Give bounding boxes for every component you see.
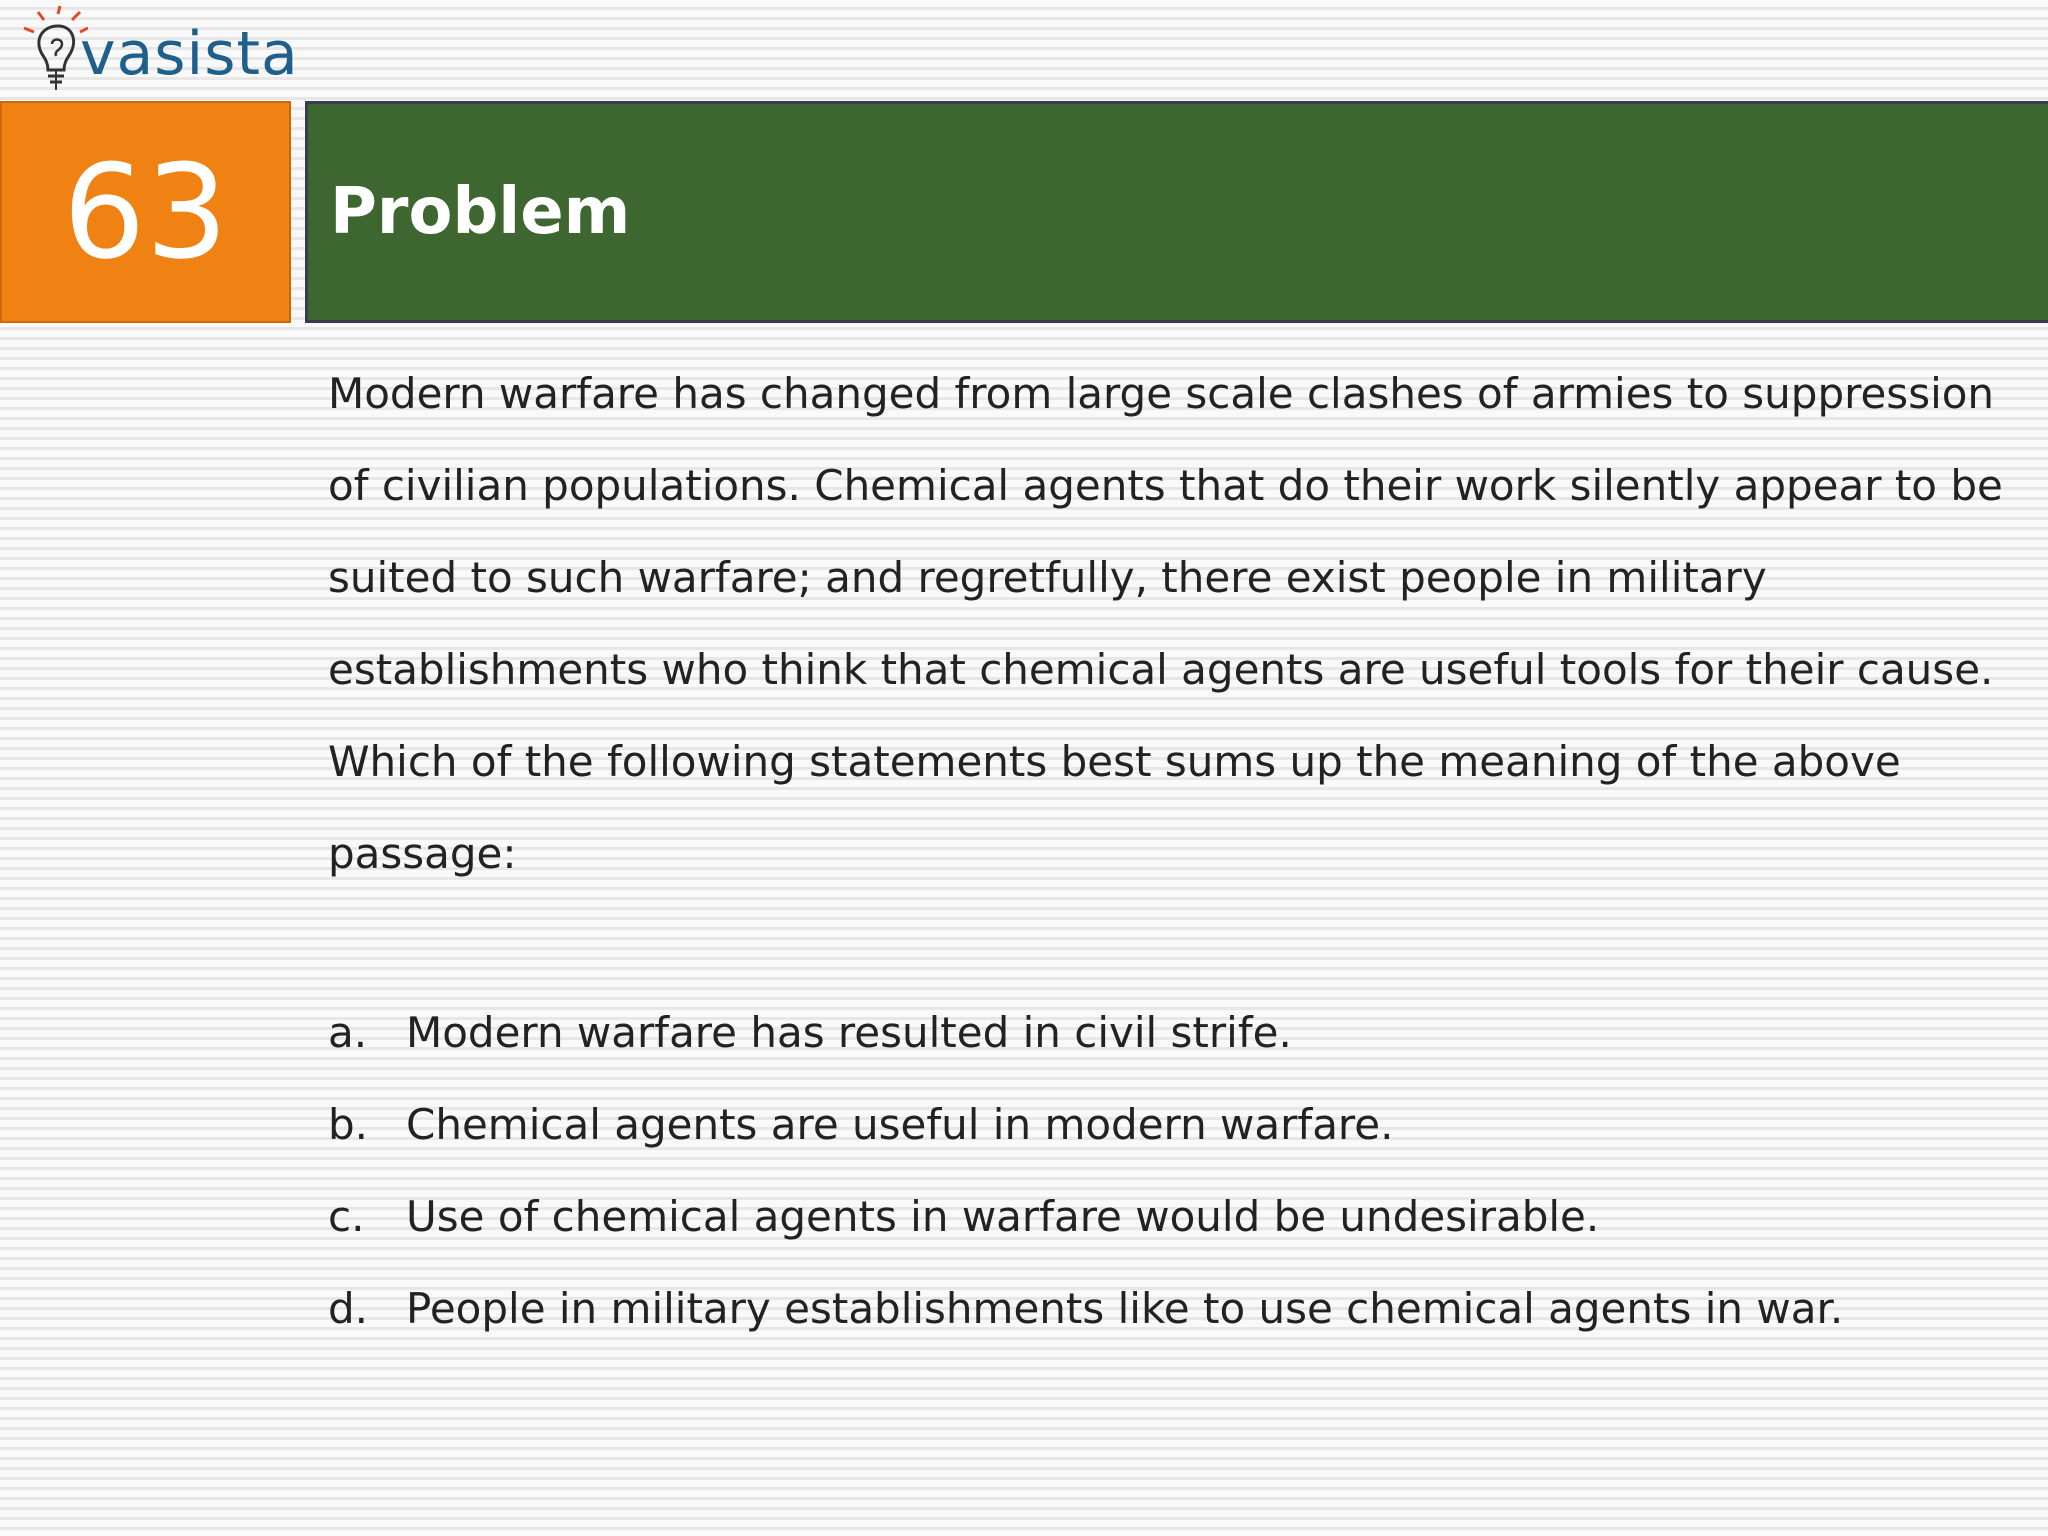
option-text: Chemical agents are useful in modern warfare. <box>406 1100 1394 1149</box>
page-title: Problem <box>330 175 631 249</box>
option-text: Use of chemical agents in warfare would be undesirable. <box>406 1192 1600 1241</box>
passage-text: Modern warfare has changed from large scale clashes of armies to suppression of civilian populations. Chemical agents that do their work silently appear to be suited to such warfare; and regretfully, there exist people in military establishments who think that chemical agents are useful tools for their cause. Which of the following statements best sums up the meaning of the above passage: <box>328 369 2003 878</box>
lightbulb-icon <box>18 4 88 100</box>
option-letter: b. <box>328 1100 369 1149</box>
option-b <box>328 1079 2018 1171</box>
title-bar <box>305 101 2048 323</box>
option-text: People in military establishments like to use chemical agents in war. <box>406 1284 1844 1333</box>
option-a <box>328 987 2018 1079</box>
brand-name: vasista <box>80 19 299 89</box>
option-letter: a. <box>328 1008 368 1057</box>
option-d <box>328 1263 2018 1355</box>
brand-logo <box>18 4 299 100</box>
answer-options <box>328 987 2018 1355</box>
option-letter: d. <box>328 1284 369 1333</box>
slide-number-box <box>0 101 291 323</box>
slide-number: 63 <box>62 136 229 288</box>
option-letter: c. <box>328 1192 365 1241</box>
option-c <box>328 1171 2018 1263</box>
option-text: Modern warfare has resulted in civil strife. <box>406 1008 1292 1057</box>
